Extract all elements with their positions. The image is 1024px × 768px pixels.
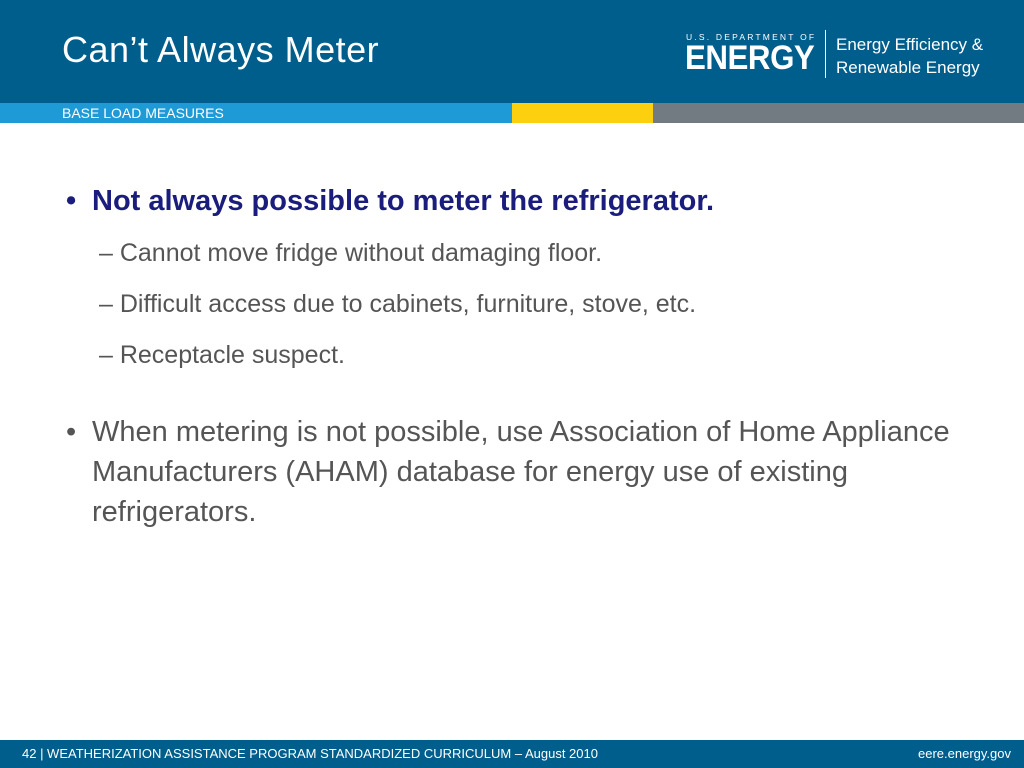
slide-footer [0,740,1024,768]
color-band-yellow [512,103,653,123]
slide-content [66,182,966,532]
bullet-text: Not always possible to meter the refrigerator. [92,185,715,217]
doe-logo-wordmark: ENERGY [685,39,815,77]
section-label: BASE LOAD MEASURES [62,105,224,121]
bullet-marker: • [66,416,77,448]
office-name-line-1: Energy Efficiency & [836,35,984,54]
doe-logo [685,32,815,76]
sub-bullet-item: – Difficult access due to cabinets, furniture, stove, etc. [99,290,697,318]
doe-logo-top-line: U.S. DEPARTMENT OF [686,32,817,42]
slide-header [0,0,1024,103]
sub-bullet-item: – Cannot move fridge without damaging floor. [99,239,603,267]
bullet-text: When metering is not possible, use Association of Home Appliance Manufacturers (AHAM) database for energy use of existing refrigerators. [92,416,950,528]
office-name-line-2: Renewable Energy [836,58,980,77]
footer-website: eere.energy.gov [918,746,1011,761]
bullet-item [66,182,966,220]
logo-divider [825,30,826,78]
sub-bullet-item: – Receptacle suspect. [99,341,345,369]
office-name [836,33,983,79]
bullet-marker: • [66,185,77,217]
footer-text: 42 | WEATHERIZATION ASSISTANCE PROGRAM STANDARDIZED CURRICULUM – August 2010 [22,746,598,761]
bullet-item [66,412,966,532]
slide-title: Can’t Always Meter [62,29,380,70]
color-band-gray [653,103,1024,123]
